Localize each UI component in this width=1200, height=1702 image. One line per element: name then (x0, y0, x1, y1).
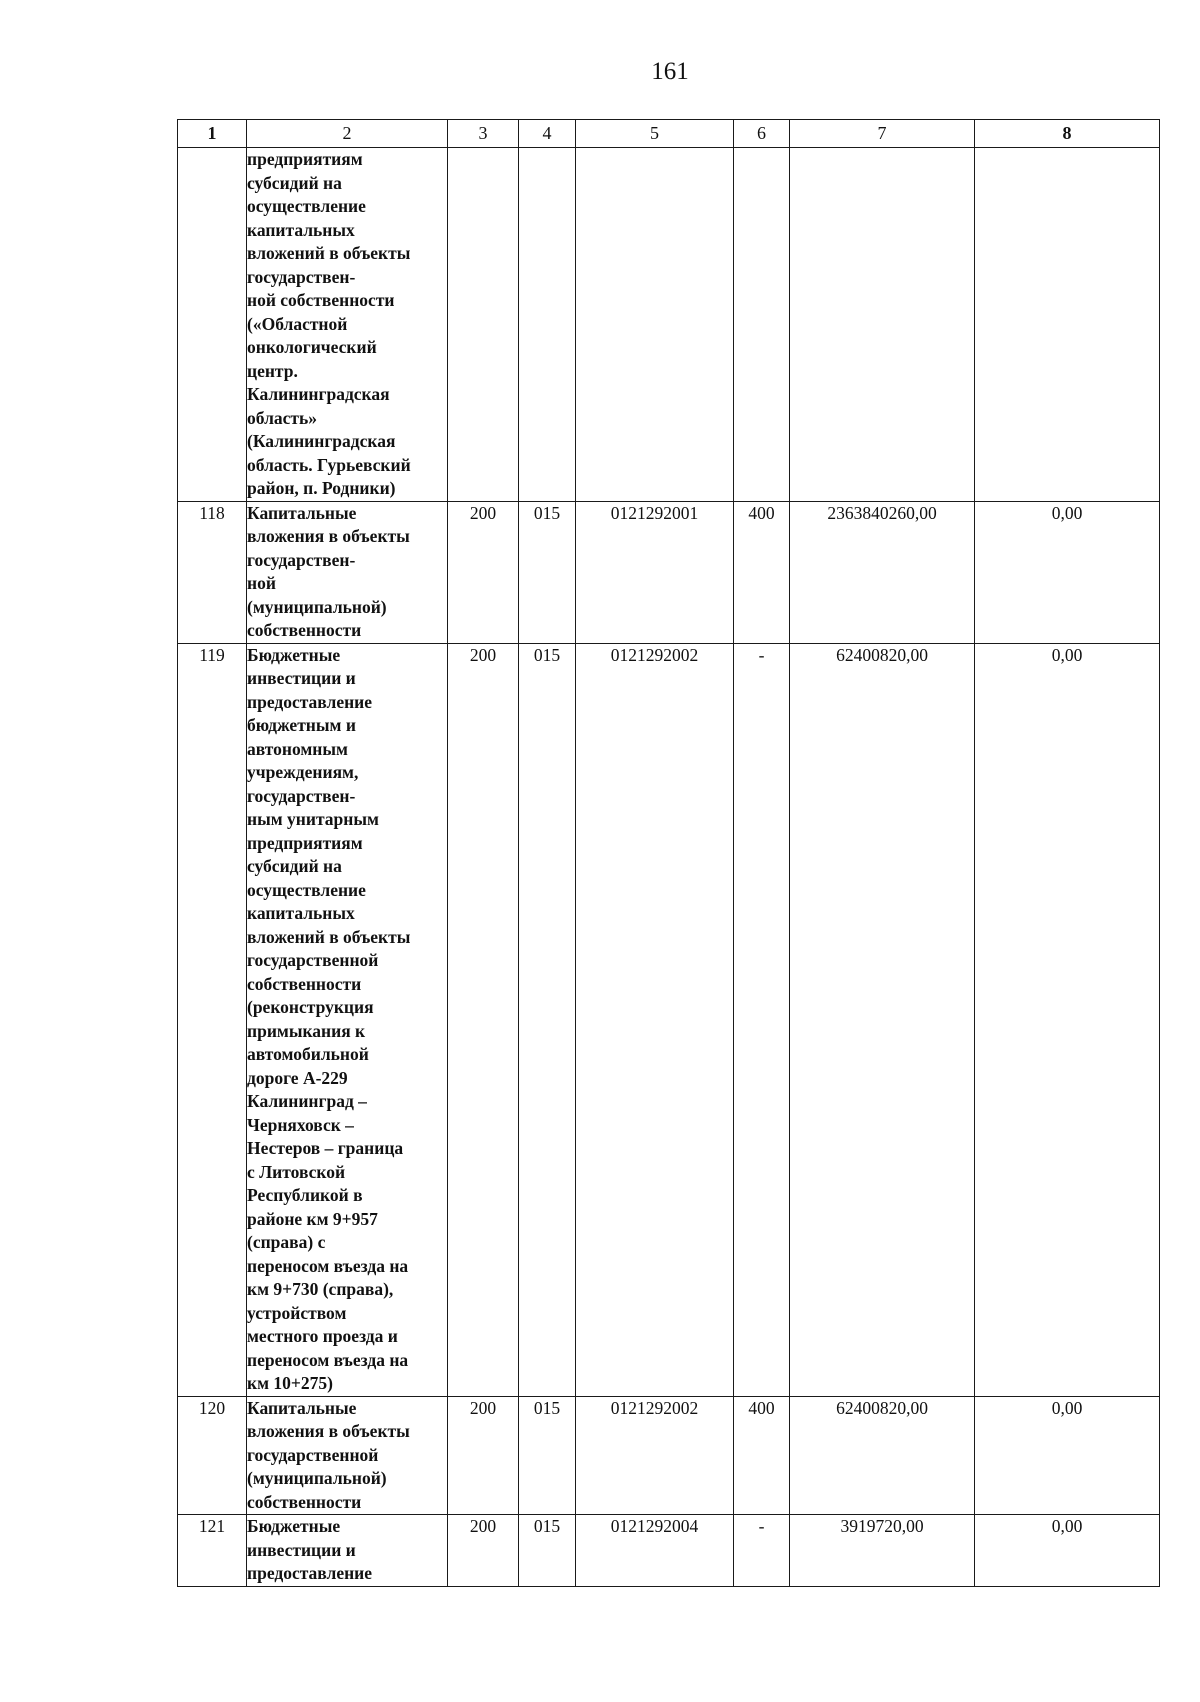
row-number (178, 148, 247, 502)
header-col-8: 8 (975, 120, 1160, 148)
row-expense-type: - (734, 1515, 790, 1587)
row-ministry-code: 200 (448, 1396, 519, 1515)
row-section-code (519, 148, 576, 502)
row-description: Капитальные вложения в объекты государственной (муниципальной) собственности (247, 1396, 448, 1515)
row-amount-1: 2363840260,00 (790, 501, 975, 643)
row-section-code: 015 (519, 1396, 576, 1515)
row-number: 119 (178, 643, 247, 1396)
header-col-1: 1 (178, 120, 247, 148)
table-row (178, 501, 1160, 643)
row-ministry-code (448, 148, 519, 502)
row-section-code: 015 (519, 501, 576, 643)
row-ministry-code: 200 (448, 1515, 519, 1587)
row-target-code: 0121292004 (576, 1515, 734, 1587)
row-target-code (576, 148, 734, 502)
row-target-code: 0121292002 (576, 1396, 734, 1515)
page-number: 161 (651, 58, 689, 85)
table-row (178, 643, 1160, 1396)
row-amount-2: 0,00 (975, 1396, 1160, 1515)
header-col-5: 5 (576, 120, 734, 148)
row-number: 118 (178, 501, 247, 643)
row-amount-1: 3919720,00 (790, 1515, 975, 1587)
header-col-7: 7 (790, 120, 975, 148)
header-col-3: 3 (448, 120, 519, 148)
row-description: предприятиям субсидий на осуществление капитальных вложений в объекты государствен- ной собственности («Областной онкологический центр. Калининградская область» (Калининградская область. Гурьевский район, п. Родники) (247, 148, 448, 502)
row-description: Бюджетные инвестиции и предоставление (247, 1515, 448, 1587)
row-expense-type: 400 (734, 1396, 790, 1515)
row-amount-2: 0,00 (975, 501, 1160, 643)
row-expense-type: 400 (734, 501, 790, 643)
row-amount-2: 0,00 (975, 1515, 1160, 1587)
header-col-2: 2 (247, 120, 448, 148)
row-section-code: 015 (519, 1515, 576, 1587)
row-ministry-code: 200 (448, 501, 519, 643)
table-body (178, 148, 1160, 1587)
row-description: Капитальные вложения в объекты государствен- ной (муниципальной) собственности (247, 501, 448, 643)
row-description: Бюджетные инвестиции и предоставление бюджетным и автономным учреждениям, государствен- ным унитарным предприятиям субсидий на осуществление капитальных вложений в объекты государственной собственности (реконструкция примыкания к автомобильной дороге А-229 Калининград – Черняховск – Нестеров – граница с Литовской Республикой в районе км 9+957 (справа) с переносом въезда на км 9+730 (справа), устройством местного проезда и переносом въезда на км 10+275) (247, 643, 448, 1396)
table-row (178, 148, 1160, 502)
row-amount-1: 62400820,00 (790, 1396, 975, 1515)
table-row (178, 1396, 1160, 1515)
header-col-6: 6 (734, 120, 790, 148)
row-expense-type: - (734, 643, 790, 1396)
table-header (178, 120, 1160, 148)
budget-table (177, 119, 1160, 1587)
row-amount-2: 0,00 (975, 643, 1160, 1396)
header-row (178, 120, 1160, 148)
row-target-code: 0121292001 (576, 501, 734, 643)
row-amount-1: 62400820,00 (790, 643, 975, 1396)
row-target-code: 0121292002 (576, 643, 734, 1396)
row-ministry-code: 200 (448, 643, 519, 1396)
table-row (178, 1515, 1160, 1587)
row-expense-type (734, 148, 790, 502)
row-number: 121 (178, 1515, 247, 1587)
row-number: 120 (178, 1396, 247, 1515)
header-col-4: 4 (519, 120, 576, 148)
row-amount-1 (790, 148, 975, 502)
row-section-code: 015 (519, 643, 576, 1396)
row-amount-2 (975, 148, 1160, 502)
